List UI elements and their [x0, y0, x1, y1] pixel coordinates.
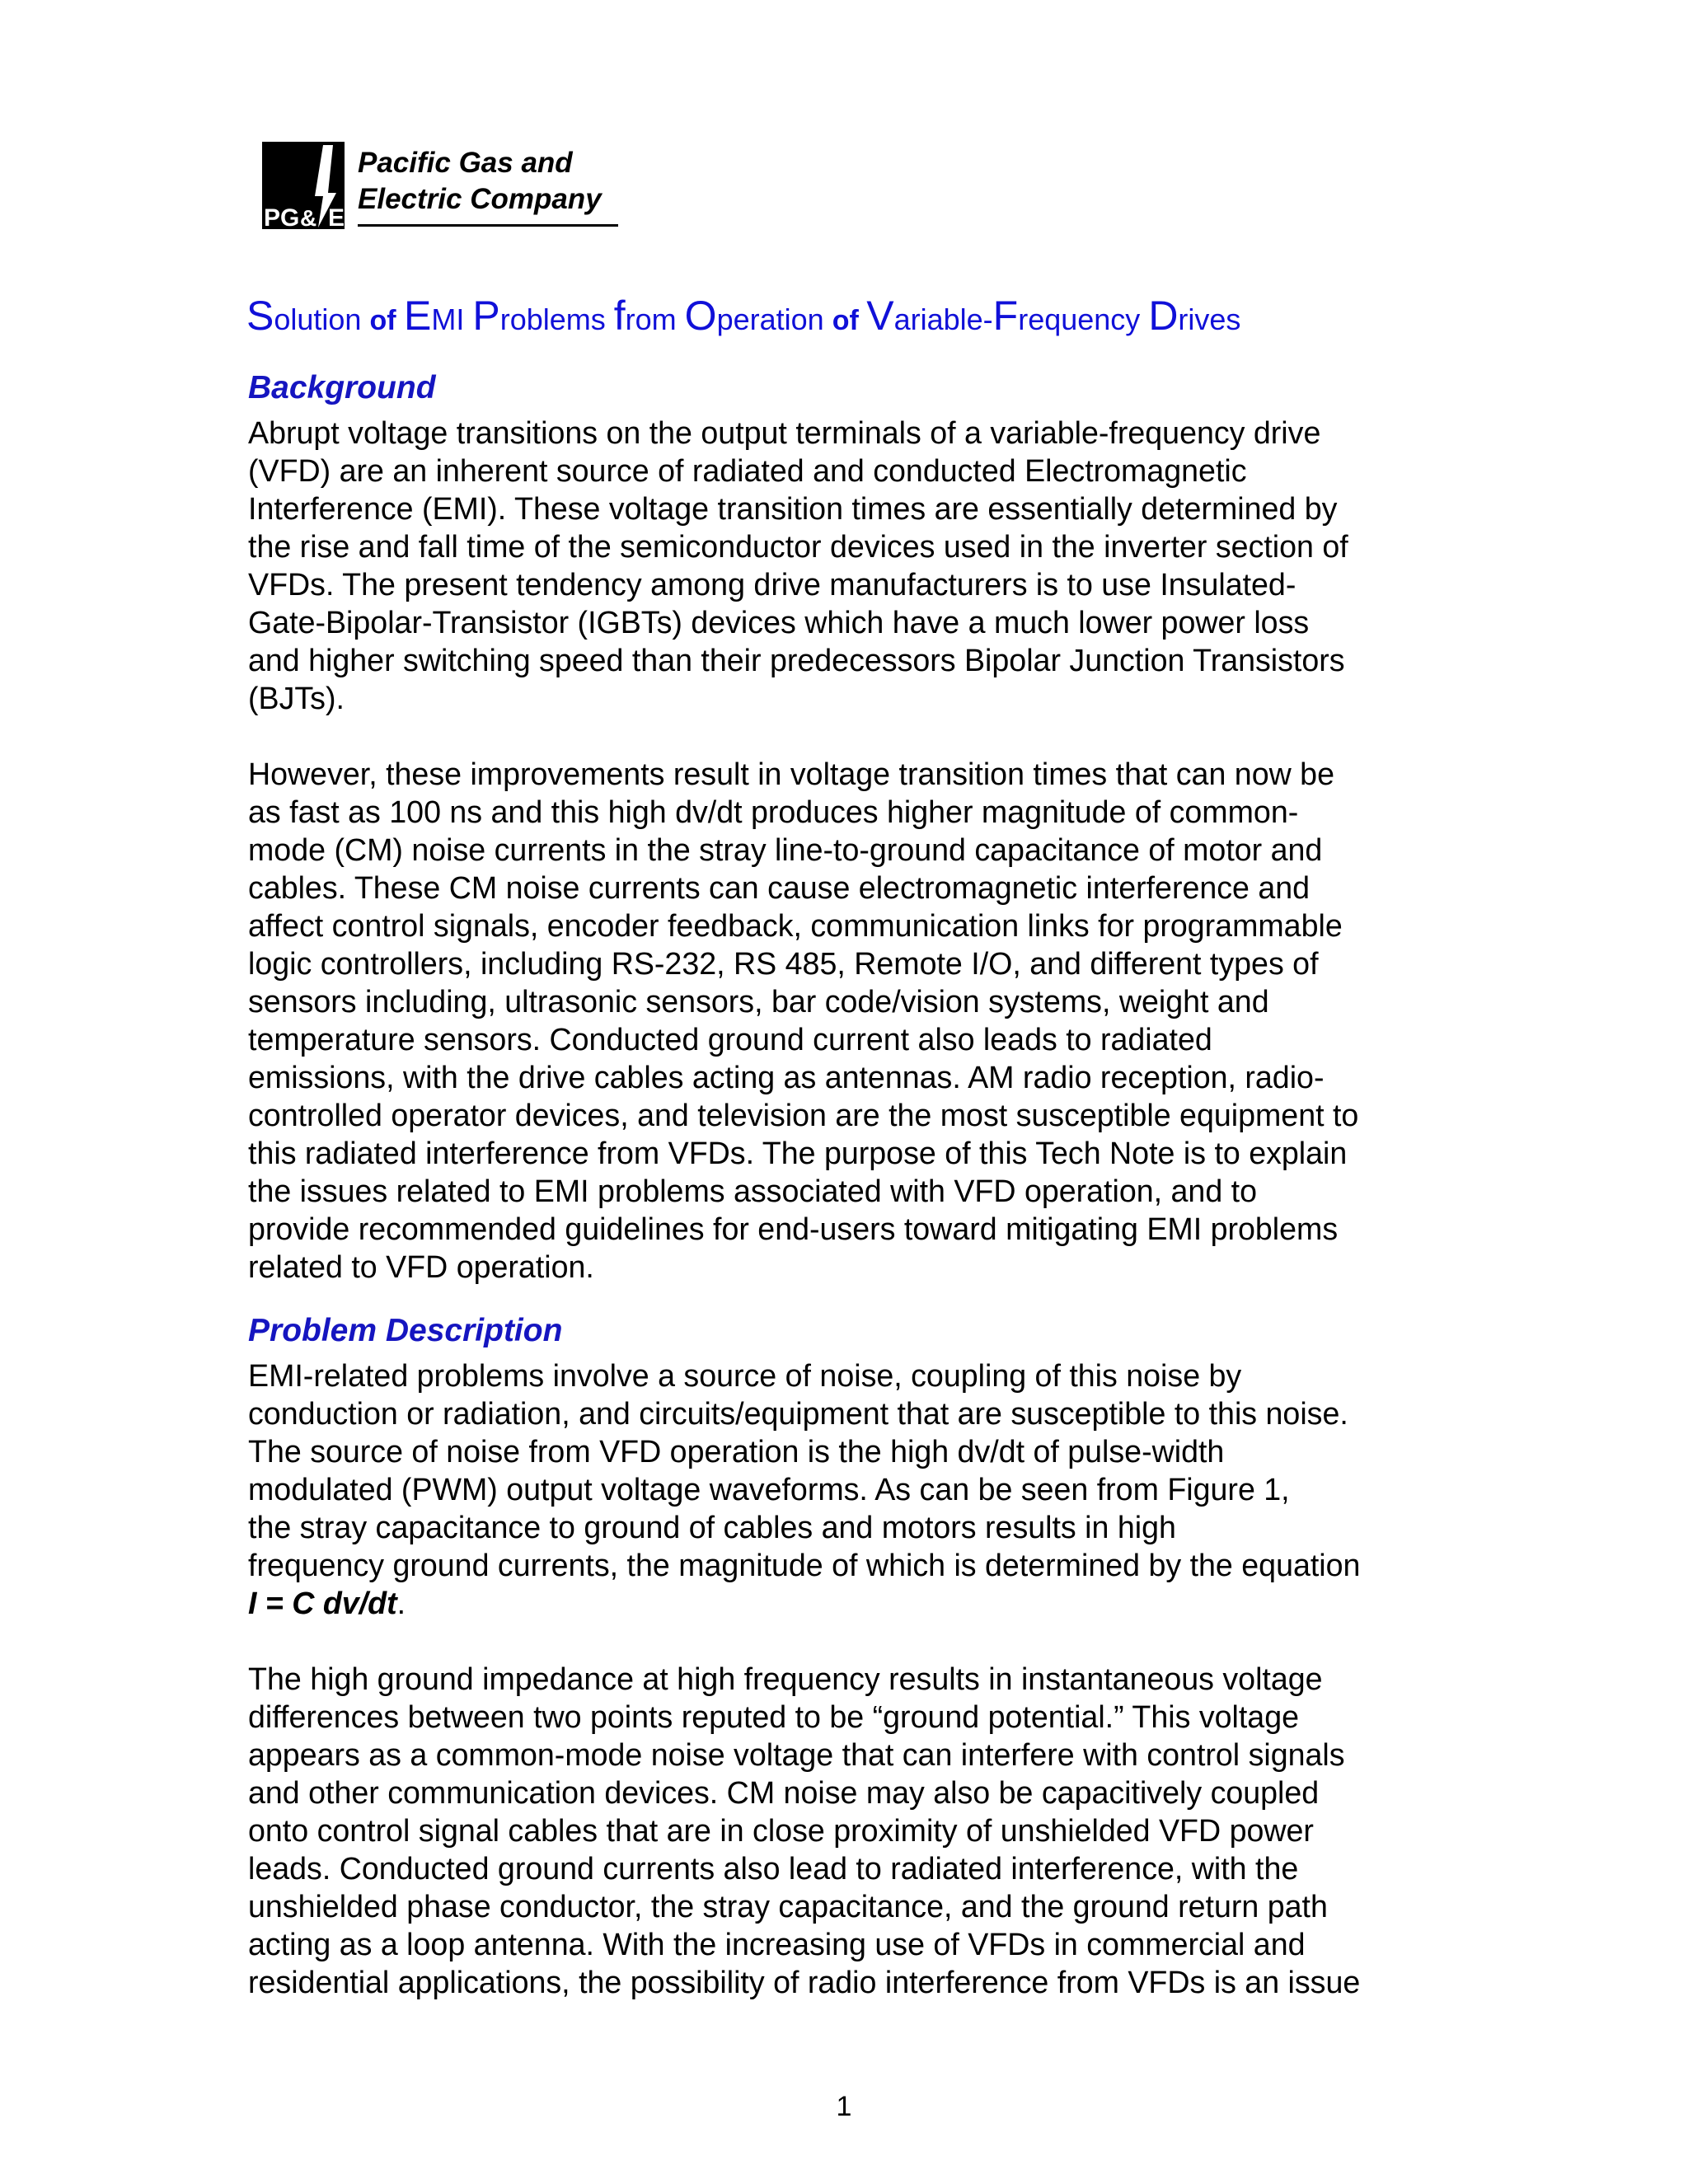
text-line: However, these improvements result in voltage transition times that can now be: [248, 757, 1334, 791]
text-line: logic controllers, including RS-232, RS 485, Remote I/O, and different types of: [248, 946, 1319, 981]
text-line: EMI-related problems involve a source of noise, coupling of this noise by: [248, 1358, 1242, 1393]
text-line: controlled operator devices, and television are the most susceptible equipment to: [248, 1098, 1359, 1132]
text-line: The high ground impedance at high frequency results in instantaneous voltage: [248, 1661, 1323, 1696]
title-fragment: f: [613, 293, 626, 339]
text-line: (VFD) are an inherent source of radiated and conducted Electromagnetic: [248, 453, 1247, 488]
svg-text:PG: PG: [264, 204, 300, 229]
text-line: this radiated interference from VFDs. The purpose of this Tech Note is to explain: [248, 1136, 1348, 1170]
pge-logo: [262, 142, 345, 229]
company-name: [358, 145, 602, 218]
text-line: temperature sensors. Conducted ground current also leads to radiated: [248, 1022, 1212, 1057]
title-fragment: S: [246, 293, 274, 339]
title-fragment: MI: [431, 302, 473, 336]
title-fragment: rives: [1178, 302, 1241, 336]
text-line: cables. These CM noise currents can cause electromagnetic interference and: [248, 870, 1311, 905]
text-line: The source of noise from VFD operation is the high dv/dt of pulse-width: [248, 1434, 1225, 1469]
text-line: onto control signal cables that are in close proximity of unshielded VFD power: [248, 1813, 1314, 1848]
svg-text:E: E: [328, 204, 345, 229]
text-line: acting as a loop antenna. With the increasing use of VFDs in commercial and: [248, 1927, 1306, 1961]
text-line: conduction or radiation, and circuits/equipment that are susceptible to this noise.: [248, 1396, 1348, 1431]
title-fragment: D: [1148, 293, 1179, 339]
title-fragment: peration: [716, 302, 832, 336]
text-line: Interference (EMI). These voltage transition times are essentially determined by: [248, 491, 1338, 526]
title-fragment: O: [684, 293, 717, 339]
title-fragment: P: [472, 293, 500, 339]
section-heading-problem-description: Problem Description: [248, 1313, 563, 1348]
section-heading-background: Background: [248, 370, 436, 405]
text-line: (BJTs).: [248, 681, 345, 715]
title-fragment: ariable-: [893, 302, 993, 336]
equation: I = C dv/dt: [248, 1586, 397, 1620]
title-fragment: requency: [1018, 302, 1149, 336]
company-line-2: Electric Company: [358, 183, 602, 215]
text-line: Gate-Bipolar-Transistor (IGBTs) devices which have a much lower power loss: [248, 605, 1310, 640]
title-fragment: of: [369, 305, 404, 336]
text-line: appears as a common-mode noise voltage that can interfere with control signals: [248, 1737, 1345, 1772]
letterhead-rule: [358, 224, 618, 227]
text-line: provide recommended guidelines for end-users toward mitigating EMI problems: [248, 1212, 1339, 1246]
equation-end: .: [396, 1586, 406, 1620]
text-line: [248, 1584, 1451, 1622]
title-fragment: F: [992, 293, 1019, 339]
text-line: frequency ground currents, the magnitude of which is determined by the equation: [248, 1548, 1361, 1582]
text-line: Abrupt voltage transitions on the output terminals of a variable-frequency drive: [248, 415, 1321, 450]
text-line: differences between two points reputed to be “ground potential.” This voltage: [248, 1699, 1299, 1734]
paragraph: [248, 755, 1451, 1286]
text-line: and other communication devices. CM noise may also be capacitively coupled: [248, 1775, 1320, 1810]
letterhead: [262, 142, 625, 232]
text-line: as fast as 100 ns and this high dv/dt produces higher magnitude of common-: [248, 794, 1299, 829]
text-line: related to VFD operation.: [248, 1249, 594, 1284]
document-title: [246, 287, 1240, 349]
text-line: modulated (PWM) output voltage waveforms. As can be seen from Figure 1,: [248, 1472, 1290, 1507]
text-line: mode (CM) noise currents in the stray line-to-ground capacitance of motor and: [248, 832, 1323, 867]
title-fragment: olution: [274, 302, 370, 336]
text-line: unshielded phase conductor, the stray capacitance, and the ground return path: [248, 1889, 1328, 1924]
text-line: residential applications, the possibility of radio interference from VFDs is an issue: [248, 1965, 1361, 1999]
text-line: the stray capacitance to ground of cables and motors results in high: [248, 1510, 1176, 1544]
text-line: the issues related to EMI problems associated with VFD operation, and to: [248, 1174, 1258, 1208]
text-line: VFDs. The present tendency among drive manufacturers is to use Insulated-: [248, 567, 1296, 602]
paragraph: [248, 414, 1451, 717]
svg-text:&: &: [300, 205, 317, 229]
paragraph: [248, 1660, 1451, 2001]
title-fragment: roblems: [499, 302, 614, 336]
title-fragment: of: [832, 305, 867, 336]
company-line-1: Pacific Gas and: [358, 147, 573, 179]
title-fragment: V: [866, 293, 894, 339]
text-line: and higher switching speed than their predecessors Bipolar Junction Transistors: [248, 643, 1345, 677]
text-line: the rise and fall time of the semiconductor devices used in the inverter section of: [248, 529, 1348, 564]
page-number: 1: [836, 2091, 852, 2122]
title-fragment: E: [404, 293, 432, 339]
text-line: sensors including, ultrasonic sensors, bar code/vision systems, weight and: [248, 984, 1269, 1019]
title-fragment: rom: [625, 302, 685, 336]
paragraph: [248, 1357, 1451, 1622]
text-line: leads. Conducted ground currents also lead to radiated interference, with the: [248, 1851, 1299, 1886]
text-line: affect control signals, encoder feedback, communication links for programmable: [248, 908, 1343, 943]
text-line: emissions, with the drive cables acting as antennas. AM radio reception, radio-: [248, 1060, 1325, 1094]
document-body: [248, 368, 1451, 2001]
